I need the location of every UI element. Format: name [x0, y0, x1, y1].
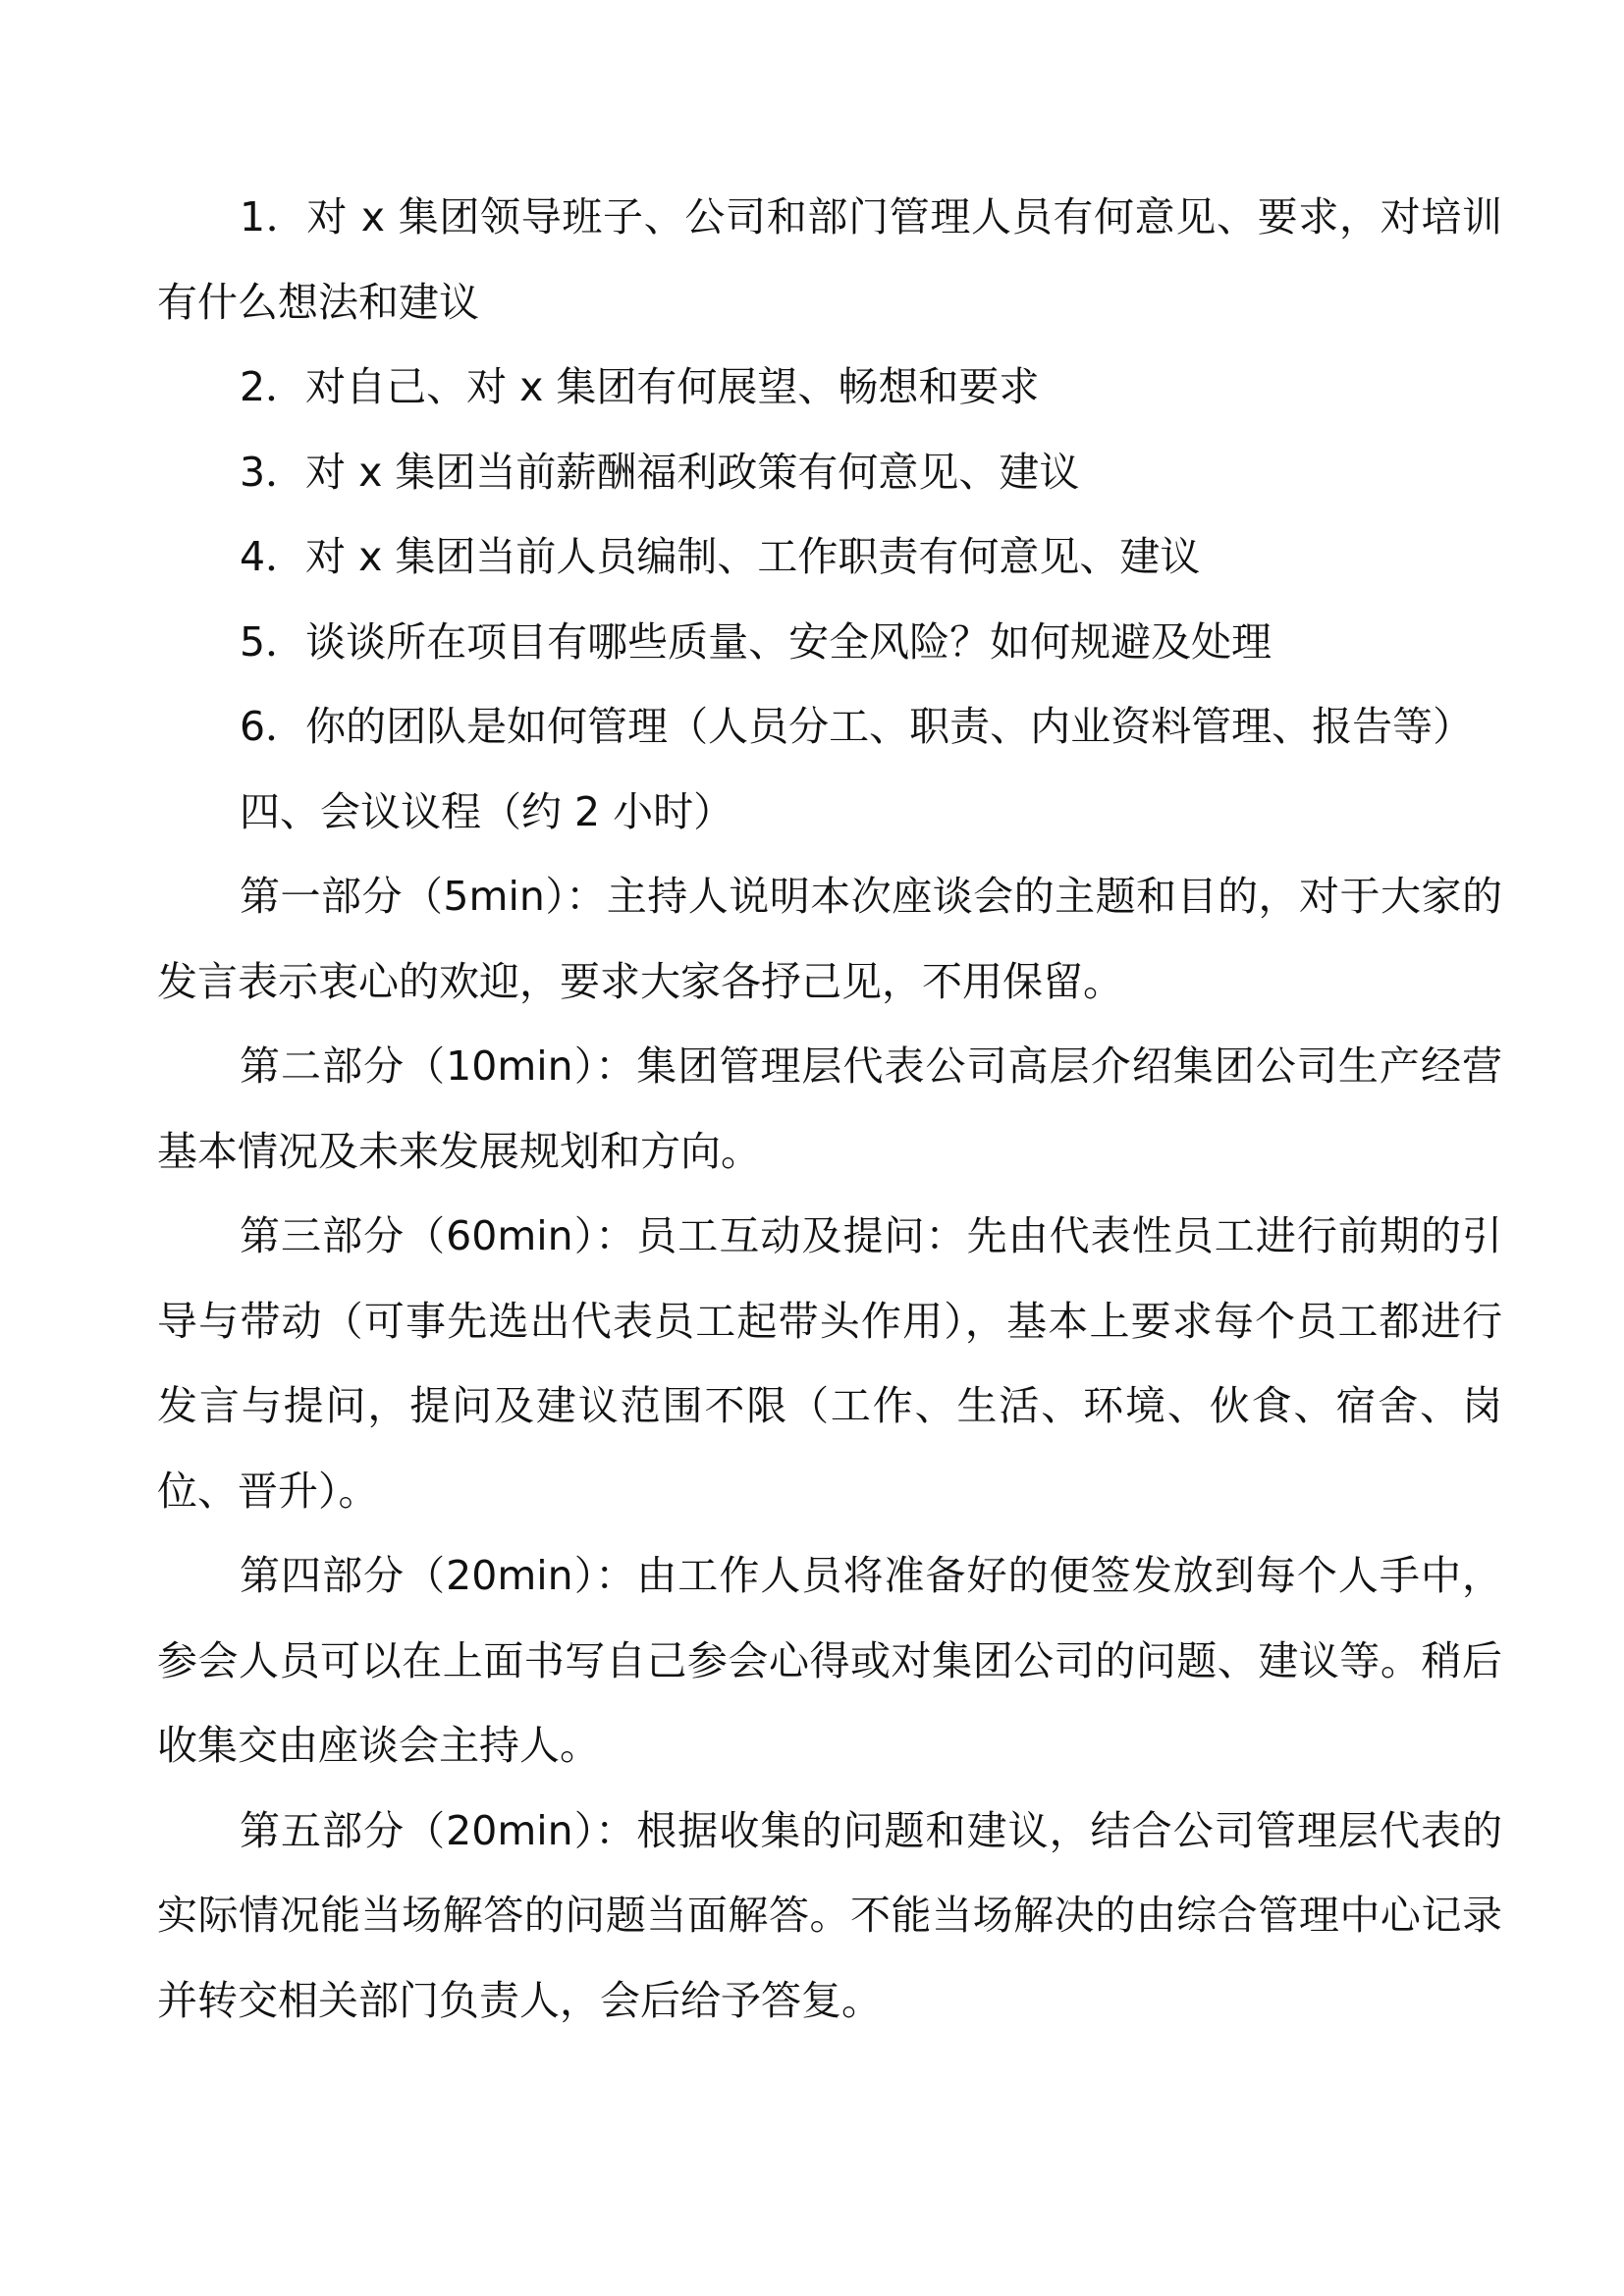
- question-item-4: 4．对 x 集团当前人员编制、工作职责有何意见、建议: [240, 533, 1201, 580]
- question-item-5: 5．谈谈所在项目有哪些质量、安全风险？如何规避及处理: [240, 617, 1272, 666]
- question-item-2: 2．对自己、对 x 集团有何展望、畅想和要求: [240, 363, 1040, 410]
- agenda-part-2: 第二部分（10min）：集团管理层代表公司高层介绍集团公司生产经营基本情况及未来发展规划和方向。: [157, 1042, 1502, 1175]
- document-body: [157, 175, 1502, 2043]
- agenda-part-5: 第五部分（20min）：根据收集的问题和建议，结合公司管理层代表的实际情况能当场解答的问题当面解答。不能当场解决的由综合管理中心记录并转交相关部门负责人，会后给予答复。: [157, 1806, 1502, 2024]
- question-item-1: 1．对 x 集团领导班子、公司和部门管理人员有何意见、要求，对培训有什么想法和建议: [157, 193, 1502, 326]
- question-item-3: 3．对 x 集团当前薪酬福利政策有何意见、建议: [240, 448, 1080, 496]
- agenda-part-1: 第一部分（5min）：主持人说明本次座谈会的主题和目的，对于大家的发言表示衷心的欢迎，要求大家各抒己见，不用保留。: [157, 873, 1502, 1005]
- question-item-6: 6．你的团队是如何管理（人员分工、职责、内业资料管理、报告等）: [240, 703, 1474, 750]
- agenda-part-3: 第三部分（60min）：员工互动及提问：先由代表性员工进行前期的引导与带动（可事先选出代表员工起带头作用），基本上要求每个员工都进行发言与提问，提问及建议范围不限（工作、生活、环境、伙食、宿舍、岗位、晋升）。: [157, 1212, 1502, 1515]
- section-heading-agenda: 四、会议议程（约 2 小时）: [240, 787, 734, 835]
- agenda-part-4: 第四部分（20min）：由工作人员将准备好的便签发放到每个人手中，参会人员可以在上面书写自己参会心得或对集团公司的问题、建议等。稍后收集交由座谈会主持人。: [157, 1552, 1502, 1769]
